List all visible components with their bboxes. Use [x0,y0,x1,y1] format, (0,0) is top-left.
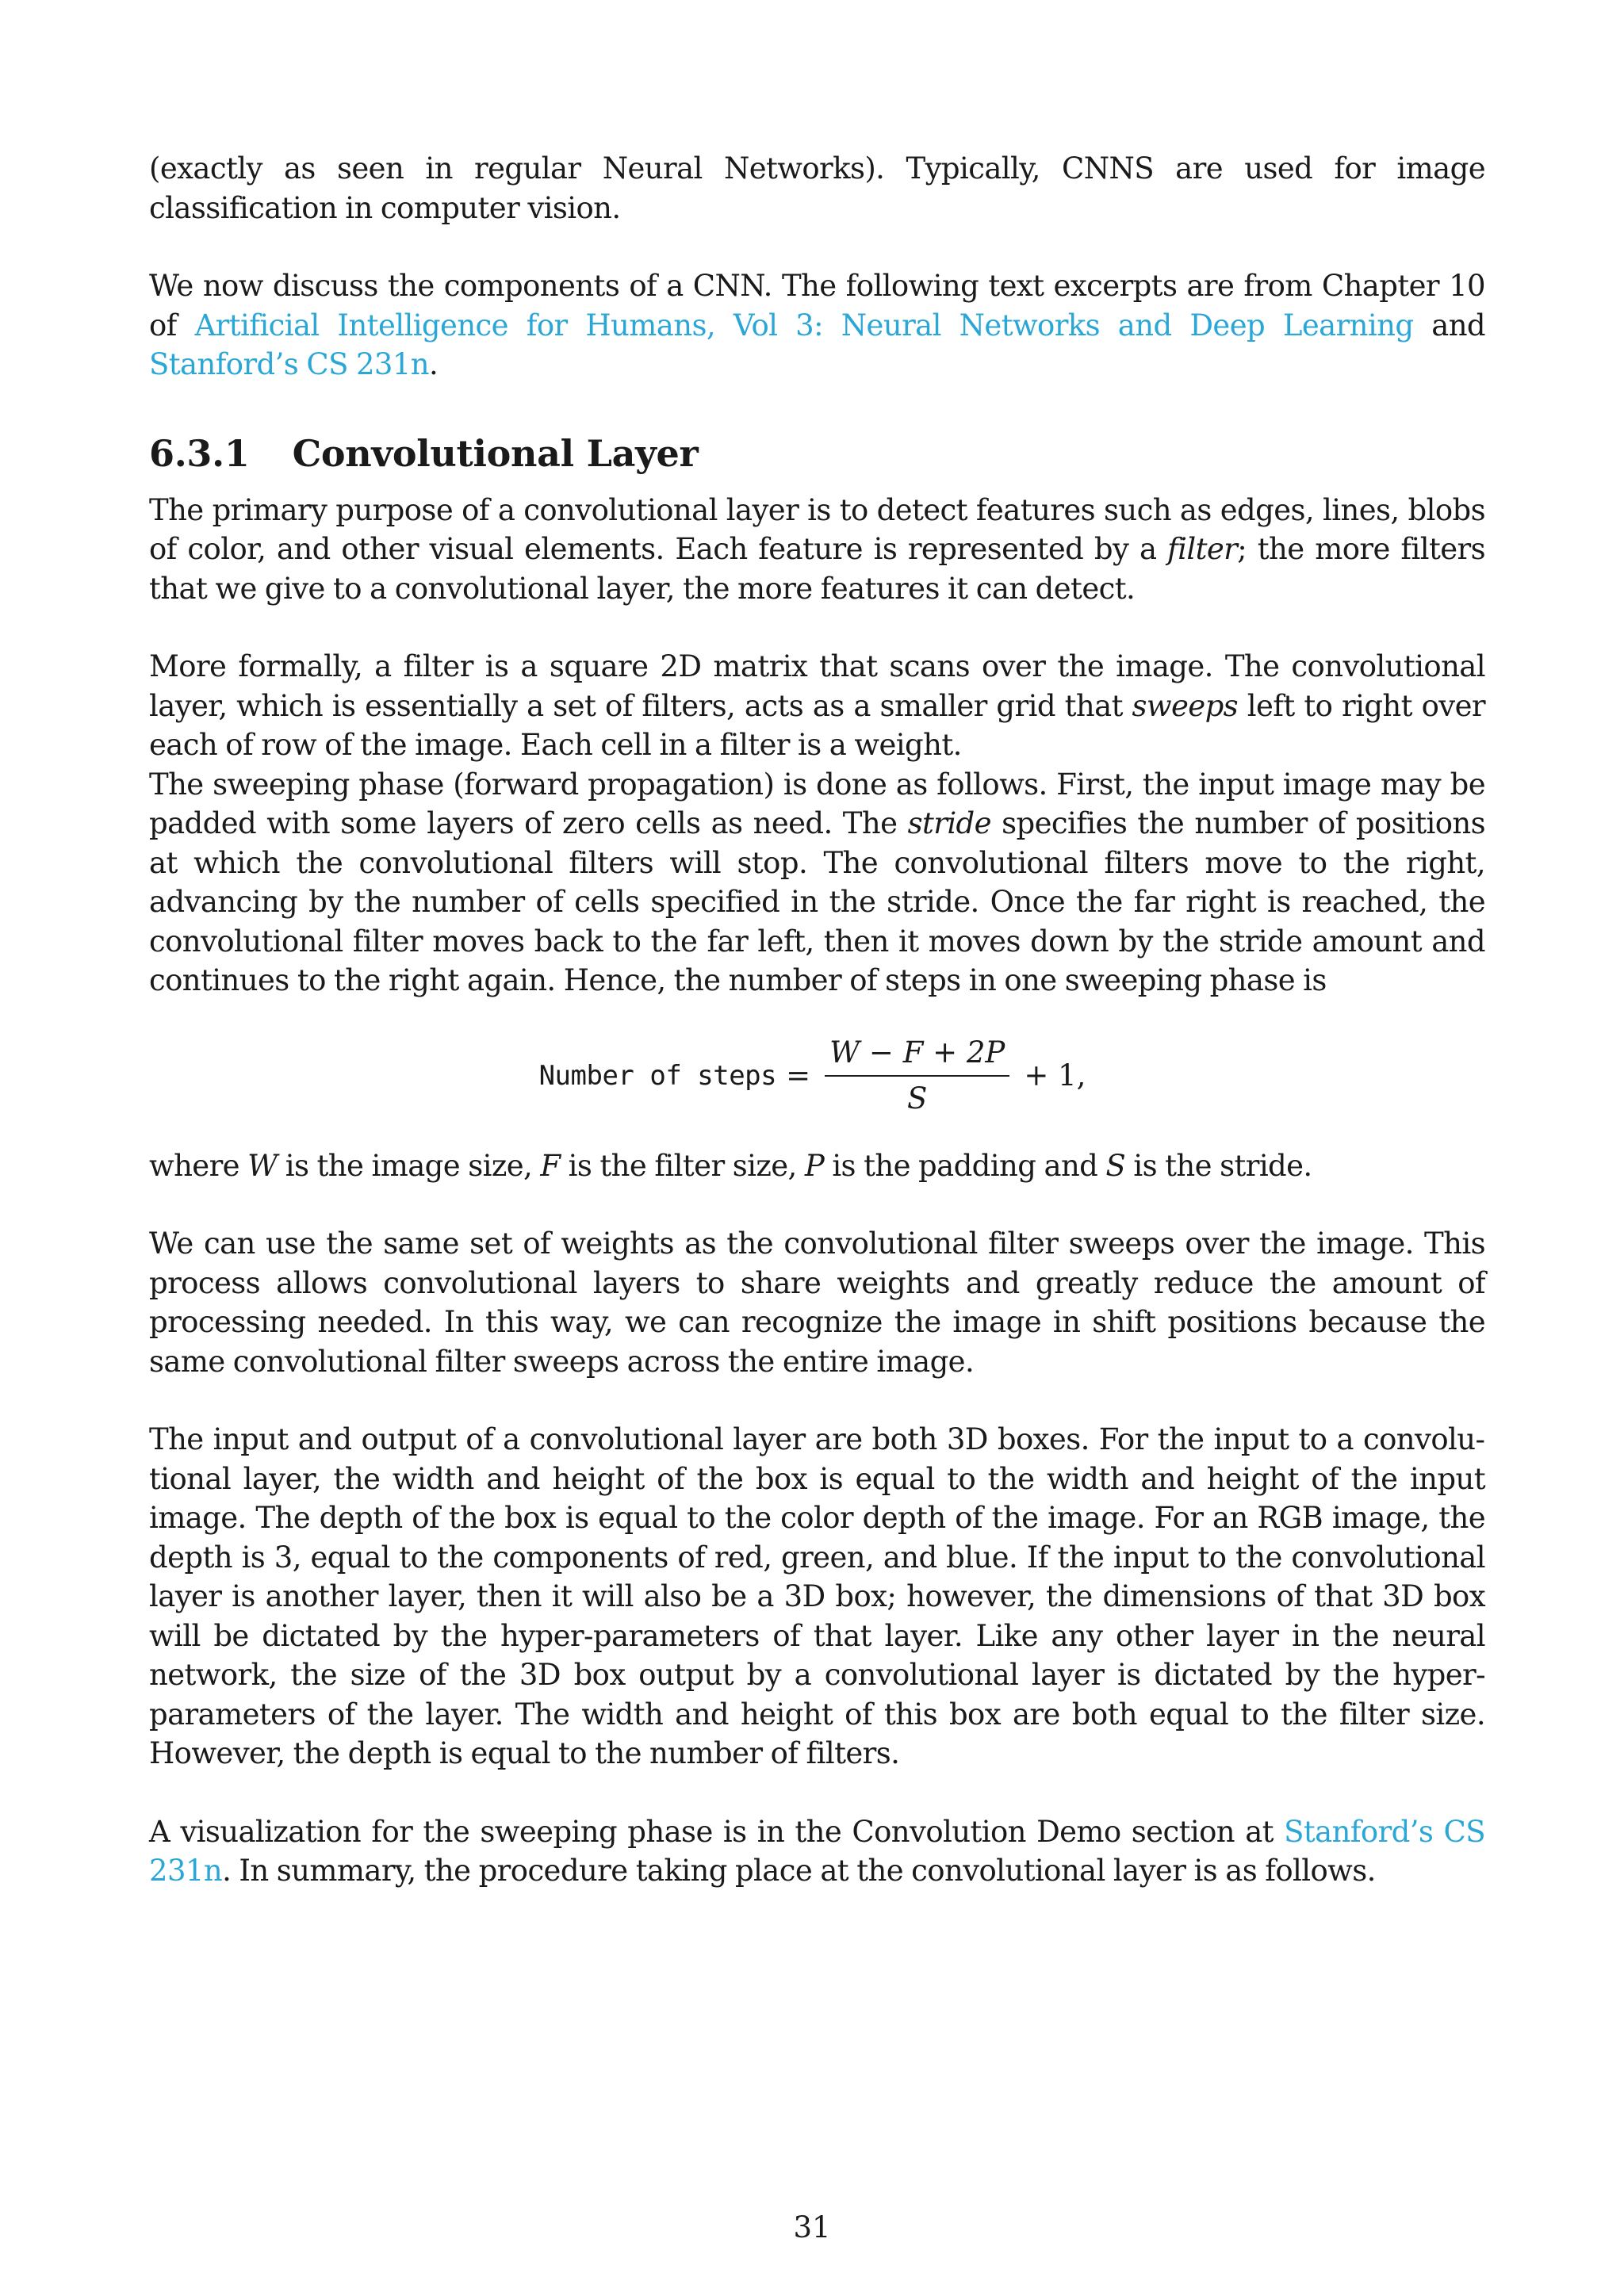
visualization-text-before: A visualization for the sweeping phase is in the Convolution Demo section at [149,1814,1285,1849]
vars-text-e: is the stride. [1125,1148,1312,1183]
purpose-text-after: ; the more filters that we give to a convolutional layer, the more features it can detect. [149,532,1485,606]
equation-tail: + 1, [1024,1058,1086,1093]
term-stride: stride [907,806,991,840]
paragraph-shared-weights [149,1224,1485,1381]
equation-number-of-steps [149,1016,1485,1135]
var-P: P [804,1148,825,1183]
paragraph-purpose [149,491,1485,609]
document-page [149,149,1485,1891]
section-title: Convolutional Layer [292,431,699,475]
paragraph-variable-definitions [149,1146,1485,1186]
purpose-text-before: The primary purpose of a convolutional layer is to detect features such as edges, lines, blobs of color, and other visual elements. Each feature is represented by a [149,492,1485,566]
visualization-text-after: . In summary, the procedure taking place at the convolutional layer is as follows. [222,1854,1376,1888]
vars-text-b: is the image size, [277,1148,541,1183]
paragraph-intro-continuation [149,149,1485,228]
sources-text-after: . [429,347,439,381]
equation-equals: = [786,1058,811,1093]
shared-weights-text: We can use the same set of weights as the convolutional filter sweeps over the image. This process allows convolutional layers to share weights and greatly reduce the amount of processing needed. In this way, we can recognize the image in shift positions because the same convolutional filter sweeps across the entire image. [149,1226,1485,1379]
term-sweeps: sweeps [1132,688,1239,723]
equation-denominator: S [907,1081,928,1115]
section-number: 6.3.1 [149,431,250,475]
page-number: 31 [793,2210,831,2244]
vars-text-a: where [149,1148,248,1183]
intro-text: (exactly as seen in regular Neural Networks). Typically, CNNS are used for image classification in computer vision. [149,151,1485,225]
paragraph-visualization [149,1812,1485,1891]
filter-text-after: left to right over each of row of the image. Each cell in a filter is a weight. [149,688,1485,762]
link-ai-for-humans[interactable]: Artificial Intelligence for Humans, Vol 3: Neural Networks and Deep Learning [194,308,1414,342]
paragraph-sources [149,266,1485,385]
equation-lhs: Number of steps [538,1059,777,1092]
sources-text-mid: and [1413,308,1486,342]
filter-text-before: More formally, a filter is a square 2D matrix that scans over the image. The convolutional layer, which is essentially a set of filters, acts as a smaller grid that [149,649,1485,723]
link-stanford-cs231n-demo[interactable]: Stanford’s CS 231n [149,1814,1485,1888]
vars-text-c: is the filter size, [560,1148,805,1183]
paragraph-filter-definition [149,647,1485,765]
term-filter: filter [1167,532,1238,566]
vars-text-d: is the padding and [824,1148,1106,1183]
section-heading [149,430,1485,476]
link-stanford-cs231n[interactable]: Stanford’s CS 231n [149,347,430,381]
equation-numerator: W − F + 2P [825,1035,1009,1077]
paragraph-3d-boxes [149,1420,1485,1774]
var-W: W [247,1148,278,1183]
sources-text-before: We now discuss the components of a CNN. The following text excerpts are from Chapter 10 of [149,269,1485,342]
sweeping-text-before: The sweeping phase (forward propagation) is done as follows. First, the input image may be padded with some layers of zero cells as need. The [149,767,1485,840]
boxes-text: The input and output of a convolutional layer are both 3D boxes. For the input to a convolutional layer, the width and height of the box is equal to the width and height of the input image. The depth of the box is equal to the color depth of the image. For an RGB image, the depth is 3, equal to the components of red, green, and blue. If the input to the convolutional layer is another layer, then it will also be a 3D box; however, the dimensions of that 3D box will be dictated by the hyper-parameters of that layer. Like any other layer in the neural network, the size of the 3D box output by a convolutional layer is dictated by the hyper-parameters of the layer. The width and height of this box are both equal to the filter size. However, the depth is equal to the number of filters. [149,1422,1485,1770]
sweeping-text-after: specifies the number of positions at which the convolutional filters will stop. The convolutional filters move to the right, advancing by the number of cells specified in the stride. Once the far right is reached, the convolutional filter moves back to the far left, then it moves down by the stride amount and continues to the right again. Hence, the number of steps in one sweeping phase is [149,806,1485,997]
var-F: F [540,1148,561,1183]
paragraph-sweeping-phase [149,765,1485,1001]
equation-fraction [825,1035,1009,1116]
var-S: S [1105,1148,1126,1183]
